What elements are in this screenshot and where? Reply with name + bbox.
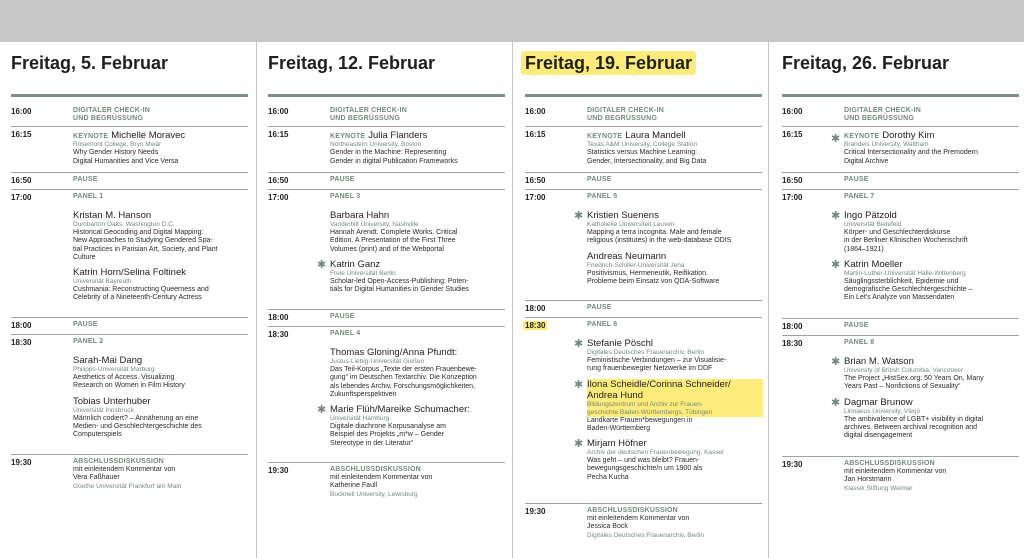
panel-label: PANEL 4 — [330, 330, 361, 337]
session-label: DIGITALER CHECK-IN UND BEGRÜSSUNG — [73, 107, 150, 122]
session-label: ABSCHLUSSDISKUSSION — [330, 466, 421, 473]
time-label: 18:00 — [782, 322, 803, 331]
panel-label: PANEL 2 — [73, 338, 104, 345]
talk-title: Cushmania: Reconstructing Queerness and Celebrity of a Nineteenth-Century Actress — [73, 286, 209, 302]
time-label: 17:00 — [268, 193, 289, 202]
session-label: PAUSE — [73, 176, 98, 183]
column-divider — [768, 42, 769, 558]
time-label: 17:00 — [11, 193, 32, 202]
session-label: PAUSE — [73, 321, 98, 328]
speaker-affiliation: Universität Innsbruck — [73, 406, 134, 414]
column-divider — [512, 42, 513, 558]
panel-label: PANEL 7 — [844, 193, 875, 200]
schedule-row — [525, 172, 762, 185]
panel-label: PANEL 1 — [73, 193, 104, 200]
talk-entry — [73, 396, 249, 440]
schedule-row — [11, 126, 248, 165]
speaker-name: Kristien Suenens — [587, 210, 659, 221]
asterisk-icon: ✱ — [574, 438, 584, 451]
time-label: 16:00 — [525, 107, 546, 116]
panel-label: PANEL 8 — [844, 339, 875, 346]
session-label: DIGITALER CHECK-IN UND BEGRÜSSUNG — [844, 107, 921, 122]
talk-entry — [317, 404, 506, 448]
schedule-row — [11, 454, 248, 490]
speaker-name: Sarah-Mai Dang — [73, 355, 143, 366]
speaker-affiliation: Katholieke Universiteit Leuven — [587, 221, 675, 228]
speaker-name: Thomas Gloning/Anna Pfundt: — [330, 347, 458, 358]
asterisk-icon: ✱ — [574, 338, 584, 350]
session-label: PAUSE — [330, 313, 355, 320]
talk-title: Positivismus, Hermeneutik, Reifikation. Probleme beim Einsatz von QDA-Software — [587, 269, 720, 285]
talk-title: Männlich codiert? – Annäherung an eine Medien- und Geschlechtergeschichte des Computerspiels — [73, 414, 202, 439]
time-label: 16:50 — [11, 176, 32, 185]
asterisk-icon: ✱ — [831, 356, 841, 368]
time-label: 16:15 — [268, 130, 289, 139]
schedule-row — [268, 189, 505, 294]
session-label: ABSCHLUSSDISKUSSION — [587, 507, 678, 514]
time-label: 19:30 — [525, 507, 546, 516]
talk-entry — [831, 396, 1020, 441]
schedule-row — [782, 189, 1019, 302]
speaker-name: Katrin Horn/Selina Foltinek — [73, 267, 186, 279]
asterisk-icon: ✱ — [831, 133, 841, 145]
talk-title: Körper- und Geschlechterdiskurse in der Berliner Klinischen Wochenschrift (1864–1921) — [844, 229, 968, 253]
time-label: 16:50 — [525, 176, 546, 185]
talk-title: The Project „HistSex.org: 50 Years On, Many Years Past – Nonfictions of Sexuality“ — [844, 375, 984, 391]
talk-title: Critical Intersectionality and the Premodern Digital Archive — [844, 149, 978, 165]
speaker-affiliation: Goethe Universität Frankfurt am Main — [73, 482, 182, 490]
speaker-name: Kristan M. Hanson — [73, 210, 152, 221]
time-label: 16:50 — [782, 176, 803, 185]
discussion-text: mit einleitendem Kommentar von Jessica Bock — [587, 515, 690, 531]
talk-title: Säuglingssterblichkeit, Epidemie und demografische Geschlechtergeschichte – Ein Let's Analyze von Massendaten — [844, 277, 973, 302]
day-column-4 — [782, 42, 1022, 558]
time-label: 18:00 — [525, 304, 546, 313]
asterisk-icon: ✱ — [317, 404, 327, 417]
time-label: 18:00 — [11, 321, 32, 330]
time-label: 19:30 — [782, 460, 803, 469]
top-banner — [0, 0, 1024, 42]
speaker-name: Dorothy Kim — [882, 130, 935, 141]
talk-entry — [831, 210, 1020, 254]
keynote-label: KEYNOTE — [844, 133, 880, 140]
time-label: 19:30 — [11, 458, 32, 467]
speaker-name: Barbara Hahn — [330, 210, 390, 221]
speaker-name: Julia Flanders — [368, 130, 428, 141]
speaker-affiliation: Universität Bielefeld — [844, 221, 902, 228]
title-divider — [525, 94, 762, 97]
talk-title: Mapping a terra incognita. Male and female religious (institutes) in the web-database ODIS — [587, 229, 732, 245]
time-label: 16:00 — [11, 107, 32, 116]
schedule-row — [782, 335, 1019, 440]
time-label: 18:30 — [525, 321, 546, 330]
schedule-row — [782, 126, 1019, 165]
talk-title: Hannah Arendt. Complete Works. Critical Edition. A Presentation of the First Three Volumes (print) and of the Webportal — [330, 229, 458, 253]
talk-title: Scholar-led Open-Access-Publishing: Poten- tials for Digital Humanities in Gender Studies — [330, 277, 469, 294]
keynote-label: KEYNOTE — [330, 133, 366, 140]
talk-title: Landkarte Frauen*bewegungen in Baden-Württemberg — [587, 416, 693, 432]
time-label: 18:00 — [268, 313, 289, 322]
speaker-name: Katrin Ganz — [330, 258, 381, 270]
schedule-row — [525, 126, 762, 165]
speaker-affiliation: Digitales Deutsches Frauenarchiv, Berlin — [587, 531, 704, 539]
speaker-affiliation: Archiv der deutschen Frauenbewegung, Kassel — [587, 449, 724, 457]
time-label: 16:15 — [11, 130, 32, 139]
asterisk-icon: ✱ — [831, 396, 841, 409]
schedule-row — [11, 334, 248, 439]
speaker-affiliation: Vanderbilt University, Nashville — [330, 221, 419, 228]
speaker-affiliation: Digitales Deutsches Frauenarchiv, Berlin — [587, 349, 704, 356]
schedule-row — [268, 309, 505, 322]
asterisk-icon: ✱ — [574, 210, 584, 222]
speaker-affiliation: Klassik Stiftung Weimar — [844, 484, 913, 492]
speaker-name: Tobias Unterhuber — [73, 395, 151, 407]
asterisk-icon: ✱ — [317, 258, 327, 271]
discussion-text: mit einleitendem Kommentar von Katherine Faull — [330, 474, 433, 490]
schedule-row — [525, 317, 762, 481]
speaker-affiliation: Bucknell University, Lewisburg — [330, 490, 418, 498]
day-column-2 — [268, 42, 508, 558]
talk-title: Feministische Verbindungen – zur Visualisie- rung frauenbewegter Netzwerke im DDF — [587, 357, 727, 373]
talk-entry — [574, 210, 763, 246]
panel-label: PANEL 6 — [587, 321, 618, 328]
asterisk-icon: ✱ — [831, 210, 841, 222]
time-label: 18:30 — [782, 339, 803, 348]
column-divider — [256, 42, 257, 558]
talk-entry — [831, 258, 1020, 303]
talk-title: Digitale diachrone Korpusanalyse am Beispiel des Projekts „m*w – Gender Stereotype in der Literatur“ — [330, 423, 446, 447]
talk-title: Aesthetics of Access. Visualizing Research on Women in Film History — [73, 374, 185, 390]
time-label: 19:30 — [268, 466, 289, 475]
schedule-row — [11, 189, 248, 302]
speaker-name: Marie Flüh/Mareike Schumacher: — [330, 404, 470, 416]
time-label: 17:00 — [525, 193, 546, 202]
speaker-name: Laura Mandell — [625, 130, 686, 141]
session-label: ABSCHLUSSDISKUSSION — [73, 458, 164, 465]
talk-entry — [574, 338, 763, 374]
session-label: PAUSE — [330, 176, 355, 183]
asterisk-icon: ✱ — [831, 258, 841, 271]
time-label: 17:00 — [782, 193, 803, 202]
speaker-name: Michelle Moravec — [111, 130, 186, 141]
session-label: PAUSE — [844, 322, 869, 329]
day-title: Freitag, 19. Februar — [521, 51, 696, 75]
schedule-row — [268, 126, 505, 165]
speaker-affiliation: Freie Universität Berlin — [330, 269, 396, 277]
title-divider — [782, 94, 1019, 97]
schedule-row — [782, 456, 1019, 492]
talk-entry — [574, 438, 763, 482]
schedule-row — [782, 172, 1019, 185]
speaker-name: Ilona Scheidle/Corinna Schneider/ Andrea Hund — [587, 379, 763, 401]
schedule-row — [11, 317, 248, 330]
time-label: 16:00 — [268, 107, 289, 116]
session-label: ABSCHLUSSDISKUSSION — [844, 460, 935, 467]
speaker-affiliation: Friedrich-Schiller-Universität Jena — [587, 261, 685, 269]
time-label: 16:00 — [782, 107, 803, 116]
discussion-text: mit einleitendem Kommentar von Jan Horstmann — [844, 468, 947, 484]
talk-title: Statistics versus Machine Learning: Gender, Intersectionality, and Big Data — [587, 149, 707, 165]
schedule-row — [782, 318, 1019, 331]
speaker-affiliation: Universität Hamburg — [330, 415, 390, 423]
day-title: Freitag, 12. Februar — [268, 53, 436, 73]
schedule-row — [525, 503, 762, 539]
talk-entry — [330, 347, 506, 399]
speaker-affiliation: Bildungszentrum und Archiv zur Frauen- geschichte Baden-Württembergs, Tübingen — [587, 401, 763, 417]
speaker-name: Brian M. Watson — [844, 356, 914, 367]
schedule-row — [525, 189, 762, 285]
panel-label: PANEL 5 — [587, 193, 618, 200]
talk-title: Was geht – und was bleibt? Frauen- bewegungsgeschichte/n um 1900 als Pecha Kucha — [587, 457, 703, 481]
talk-entry — [317, 258, 506, 295]
time-label: 18:30 — [11, 338, 32, 347]
speaker-affiliation: Brandeis University, Waltham — [844, 141, 929, 149]
speaker-name: Andreas Neumann — [587, 250, 667, 262]
asterisk-icon: ✱ — [574, 378, 584, 391]
talk-entry — [73, 210, 249, 262]
talk-entry — [587, 251, 763, 287]
speaker-affiliation: Linnaeus University, Växjö — [844, 407, 921, 415]
keynote-label: KEYNOTE — [73, 133, 109, 140]
talk-entry — [330, 210, 506, 254]
speaker-name: Ingo Pätzold — [844, 210, 897, 221]
session-label: DIGITALER CHECK-IN UND BEGRÜSSUNG — [330, 107, 407, 122]
talk-entry — [574, 378, 763, 434]
title-divider — [11, 94, 248, 97]
speaker-affiliation: Northeastern University, Boston — [330, 141, 422, 149]
talk-entry — [73, 355, 249, 391]
session-label: PAUSE — [587, 304, 612, 311]
talk-title: Gender in the Machine: Representing Gender in digital Publication Frameworks — [330, 149, 458, 165]
keynote-label: KEYNOTE — [587, 133, 623, 140]
day-title: Freitag, 5. Februar — [11, 53, 169, 73]
schedule-row — [268, 462, 505, 498]
session-label: DIGITALER CHECK-IN UND BEGRÜSSUNG — [587, 107, 664, 122]
speaker-affiliation: Dumbarton Oaks, Washington D.C. — [73, 221, 175, 228]
speaker-name: Dagmar Brunow — [844, 396, 913, 408]
talk-entry — [831, 356, 1020, 392]
schedule-row — [11, 172, 248, 185]
speaker-affiliation: Philipps-Universität Marburg — [73, 366, 155, 373]
title-divider — [268, 94, 505, 97]
speaker-affiliation: University of British Columbia, Vancouver — [844, 367, 964, 374]
speaker-affiliation: Rosemont College, Bryn Mwar — [73, 141, 162, 149]
talk-title: Why Gender History Needs Digital Humanities and Vice Versa — [73, 149, 179, 165]
speaker-name: Mirjam Höfner — [587, 438, 647, 450]
session-label: PAUSE — [844, 176, 869, 183]
panel-label: PANEL 3 — [330, 193, 361, 200]
time-label: 16:50 — [268, 176, 289, 185]
speaker-affiliation: Texas A&M University, College Station — [587, 141, 698, 149]
day-column-3 — [525, 42, 765, 558]
discussion-text: mit einleitendem Kommentar von Vera Faßhauer — [73, 466, 176, 482]
speaker-affiliation: Martin-Luther-Universität Halle-Wittenberg — [844, 269, 966, 277]
session-label: PAUSE — [587, 176, 612, 183]
talk-title: Das Teil-Korpus „Texte der ersten Frauenbewe- gung“ im Deutschen Textarchiv. Die Konzeption als lebendes Archiv, Forschungsmöglichkeiten, Zukunftsperspektiven — [330, 366, 477, 398]
talk-title: Historical Geocoding and Digital Mapping: New Approaches to Studying Gendered Spa- tial Practices in Parisian Art, Society, and Plant Culture — [73, 229, 218, 261]
speaker-affiliation: Universität Bayreuth — [73, 278, 132, 286]
speaker-name: Stefanie Pöschl — [587, 338, 654, 349]
speaker-affiliation: Justus-Liebig-Universität Gießen — [330, 358, 425, 365]
day-column-1 — [11, 42, 251, 558]
talk-entry — [73, 267, 249, 303]
schedule-row — [525, 300, 762, 313]
time-label: 16:15 — [525, 130, 546, 139]
time-label: 18:30 — [268, 330, 289, 339]
day-title: Freitag, 26. Februar — [782, 53, 950, 73]
schedule-row — [268, 172, 505, 185]
time-label: 16:15 — [782, 130, 803, 139]
schedule-row — [268, 326, 505, 447]
talk-title: The ambivalence of LGBT+ visibility in digital archives. Between archival recognition and digital disengagement — [844, 415, 984, 440]
speaker-name: Katrin Moeller — [844, 258, 903, 270]
